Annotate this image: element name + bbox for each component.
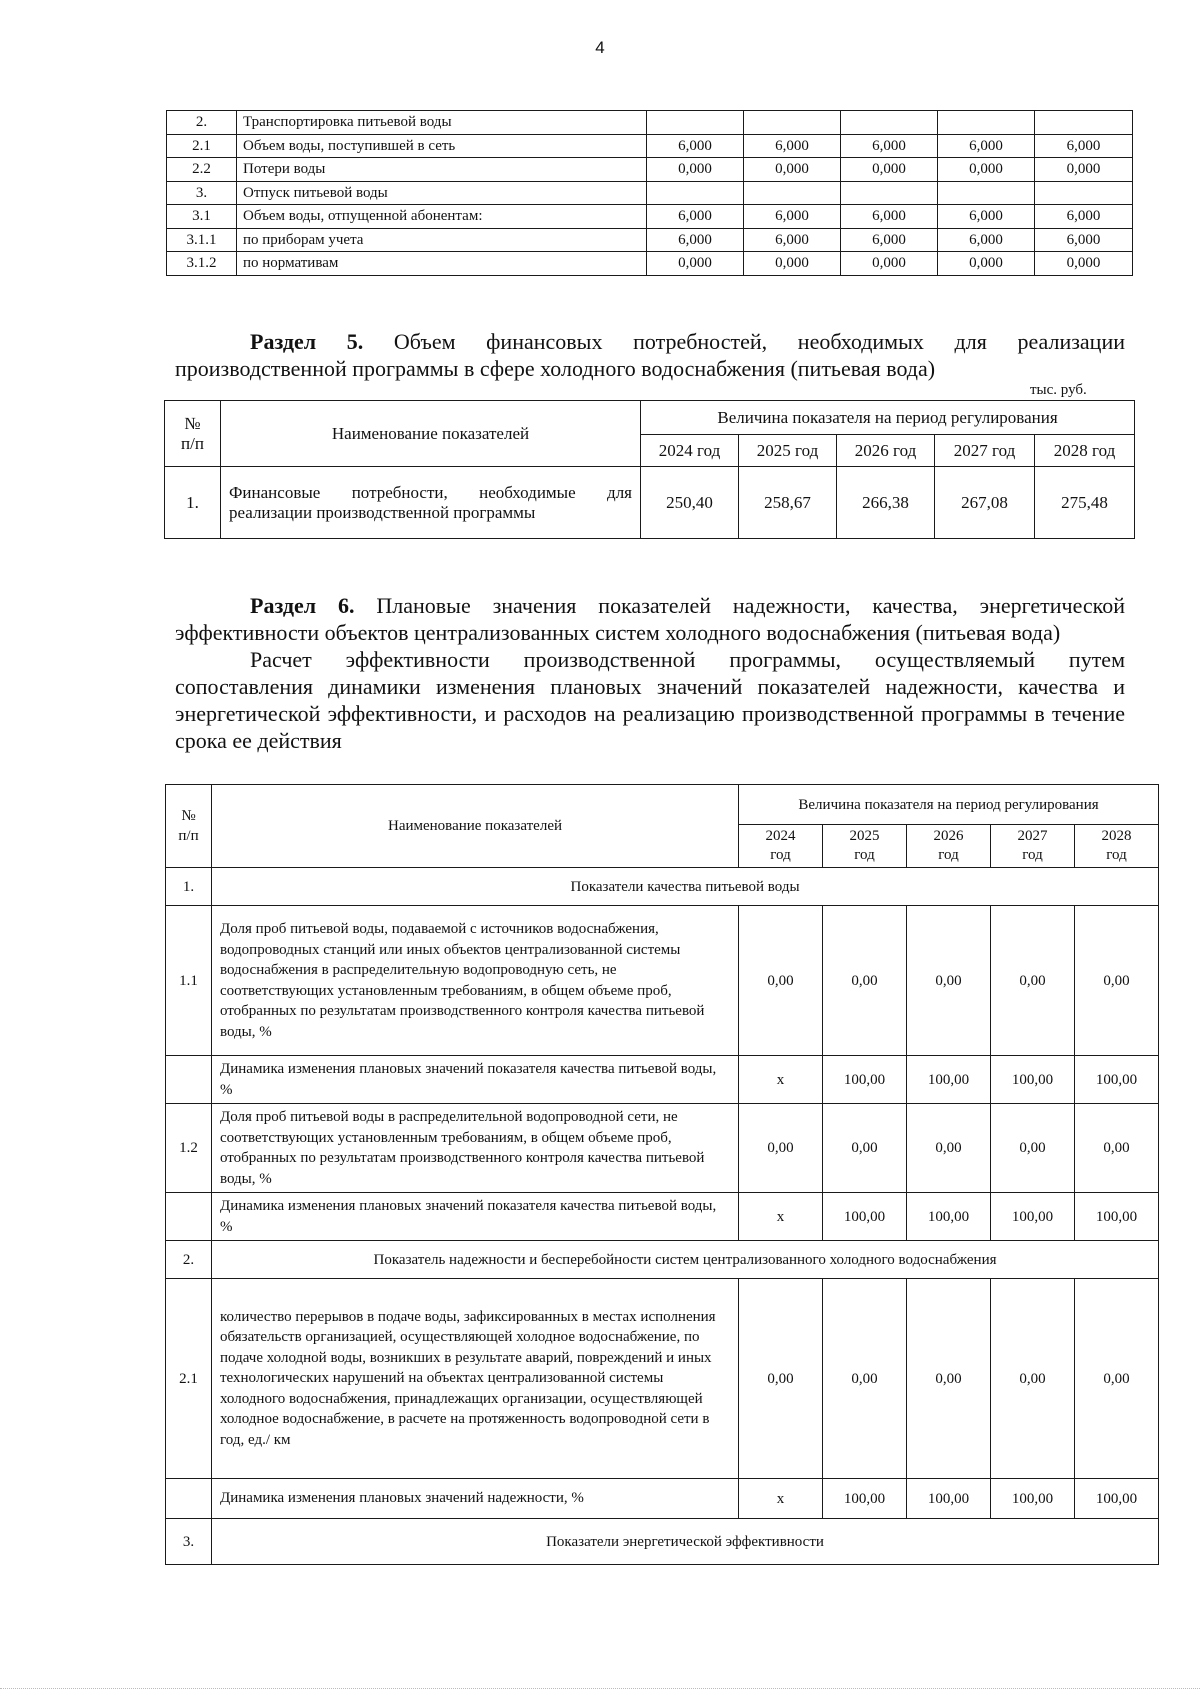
value-cell: 100,00 [907, 1056, 991, 1104]
value-cell [647, 181, 744, 205]
section-6-label: Раздел 6. [250, 593, 355, 618]
value-cell: 0,00 [739, 906, 823, 1056]
period-header: Величина показателя на период регулирования [739, 785, 1159, 825]
value-cell [841, 111, 938, 135]
year-header: 2027 год [991, 825, 1075, 868]
value-cell: 0,00 [1075, 1104, 1159, 1193]
row-number: 3.1.1 [167, 228, 237, 252]
value-cell: 6,000 [1035, 134, 1133, 158]
year-header: 2027 год [935, 435, 1035, 467]
value-cell: 100,00 [991, 1193, 1075, 1241]
section-5-title-line1: Объем финансовых потребностей, необходимых для реализации [393, 329, 1125, 354]
value-cell: 0,00 [991, 1104, 1075, 1193]
year-header: 2024 год [739, 825, 823, 868]
value-cell [744, 181, 841, 205]
value-cell: 0,000 [647, 252, 744, 276]
indicators-table [165, 784, 1159, 1565]
value-cell [647, 111, 744, 135]
value-cell: 0,000 [938, 158, 1035, 182]
value-cell: 100,00 [823, 1193, 907, 1241]
row-number: 1.2 [166, 1104, 212, 1193]
num-header: № п/п [166, 785, 212, 868]
page-number: 4 [595, 38, 605, 57]
section-title: Показатель надежности и бесперебойности систем централизованного холодного водоснабжения [212, 1241, 1159, 1279]
section-title: Показатели энергетической эффективности [212, 1519, 1159, 1565]
value-cell: 100,00 [991, 1479, 1075, 1519]
value-cell [1035, 111, 1133, 135]
value-cell: 100,00 [991, 1056, 1075, 1104]
value-cell: 6,000 [1035, 228, 1133, 252]
units-label: тыс. руб. [1030, 382, 1087, 398]
value-cell: 0,000 [647, 158, 744, 182]
row-number [166, 1193, 212, 1241]
value-cell: 100,00 [1075, 1056, 1159, 1104]
indicator-label: по приборам учета [237, 228, 647, 252]
value-cell: 100,00 [823, 1056, 907, 1104]
indicator-label: Объем воды, поступившей в сеть [237, 134, 647, 158]
year-header: 2025 год [823, 825, 907, 868]
table-row [167, 134, 1133, 158]
indicator-label: Доля проб питьевой воды в распределительной водопроводной сети, не соответствующих установленным требованиям, в общем объеме проб, отобранных по результатам производственного контроля качества питьевой воды, % [212, 1104, 739, 1193]
value-cell: 6,000 [938, 228, 1035, 252]
value-cell: 100,00 [823, 1479, 907, 1519]
row-number: 2. [167, 111, 237, 135]
value-cell: 6,000 [744, 228, 841, 252]
year-header: 2025 год [739, 435, 837, 467]
value-cell: 0,000 [744, 158, 841, 182]
indicator-label: Динамика изменения плановых значений показателя качества питьевой воды, % [212, 1193, 739, 1241]
indicator-label: Динамика изменения плановых значений показателя качества питьевой воды, % [212, 1056, 739, 1104]
value-cell: 6,000 [841, 134, 938, 158]
row-number: 1.1 [166, 906, 212, 1056]
value-cell: 6,000 [841, 205, 938, 229]
value-cell: х [739, 1193, 823, 1241]
efficiency-calculation-text: Расчет эффективности производственной программы, осуществляемый путем сопоставления динамики изменения плановых значений показателей надежности, качества и энергетической эффективности, и расходов на реализацию производственной программы в течение срока ее действия [175, 647, 1125, 753]
table-row [167, 181, 1133, 205]
indicator-label: по нормативам [237, 252, 647, 276]
value-cell: 6,000 [938, 134, 1035, 158]
year-header: 2024 год [641, 435, 739, 467]
value-cell: 0,00 [823, 906, 907, 1056]
value-cell: 267,08 [935, 467, 1035, 539]
row-number: 2.2 [167, 158, 237, 182]
table-row [167, 111, 1133, 135]
section-6-heading [175, 592, 1125, 754]
section-5-heading [175, 328, 1125, 382]
value-cell: 275,48 [1035, 467, 1135, 539]
value-cell: 0,00 [907, 906, 991, 1056]
year-header: 2026 год [907, 825, 991, 868]
value-cell: 0,000 [1035, 252, 1133, 276]
value-cell [841, 181, 938, 205]
indicator-label: Динамика изменения плановых значений надежности, % [212, 1479, 739, 1519]
value-cell: 6,000 [647, 228, 744, 252]
row-number: 1. [165, 467, 221, 539]
value-cell: 0,000 [841, 158, 938, 182]
table-row [167, 158, 1133, 182]
value-cell: 0,000 [938, 252, 1035, 276]
period-header: Величина показателя на период регулирования [641, 401, 1135, 435]
value-cell: 6,000 [647, 205, 744, 229]
value-cell: 0,00 [823, 1104, 907, 1193]
value-cell: 6,000 [647, 134, 744, 158]
indicator-label: Отпуск питьевой воды [237, 181, 647, 205]
year-header: 2028 год [1035, 435, 1135, 467]
value-cell: х [739, 1056, 823, 1104]
table-row [167, 205, 1133, 229]
indicator-label: Транспортировка питьевой воды [237, 111, 647, 135]
value-cell: 6,000 [938, 205, 1035, 229]
value-cell: 250,40 [641, 467, 739, 539]
value-cell: 100,00 [1075, 1193, 1159, 1241]
section-number: 3. [166, 1519, 212, 1565]
value-cell: 266,38 [837, 467, 935, 539]
value-cell [744, 111, 841, 135]
indicator-label: Объем воды, отпущенной абонентам: [237, 205, 647, 229]
num-header: № п/п [165, 401, 221, 467]
value-cell: 6,000 [841, 228, 938, 252]
section-5-label: Раздел 5. [250, 329, 364, 354]
financial-needs-label: Финансовые потребности, необходимые для реализации производственной программы [221, 467, 641, 539]
name-header: Наименование показателей [212, 785, 739, 868]
row-number: 3.1 [167, 205, 237, 229]
water-balance-table [166, 110, 1133, 276]
value-cell: 0,00 [991, 906, 1075, 1056]
row-number: 2.1 [167, 134, 237, 158]
value-cell: 0,00 [907, 1104, 991, 1193]
value-cell: 100,00 [1075, 1479, 1159, 1519]
value-cell: 0,00 [1075, 1279, 1159, 1479]
row-number [166, 1479, 212, 1519]
value-cell: 0,000 [841, 252, 938, 276]
value-cell: 0,00 [1075, 906, 1159, 1056]
row-number [166, 1056, 212, 1104]
value-cell: 0,00 [739, 1279, 823, 1479]
row-number: 2.1 [166, 1279, 212, 1479]
value-cell: 6,000 [1035, 205, 1133, 229]
value-cell: 6,000 [744, 134, 841, 158]
value-cell [1035, 181, 1133, 205]
section-6-title: Плановые значения показателей надежности, качества, энергетической эффективности объектов централизованных систем холодного водоснабжения (питьевая вода) [175, 593, 1125, 645]
section-number: 2. [166, 1241, 212, 1279]
value-cell: 0,00 [739, 1104, 823, 1193]
year-header: 2028 год [1075, 825, 1159, 868]
value-cell: 100,00 [907, 1479, 991, 1519]
value-cell: 0,000 [744, 252, 841, 276]
indicator-label: Потери воды [237, 158, 647, 182]
year-header: 2026 год [837, 435, 935, 467]
row-number: 3.1.2 [167, 252, 237, 276]
section-5-title-line2: производственной программы в сфере холодного водоснабжения (питьевая вода) [175, 356, 936, 381]
section-number: 1. [166, 868, 212, 906]
table-row [167, 228, 1133, 252]
row-number: 3. [167, 181, 237, 205]
value-cell: 0,00 [991, 1279, 1075, 1479]
value-cell [938, 111, 1035, 135]
value-cell: 0,000 [1035, 158, 1133, 182]
value-cell [938, 181, 1035, 205]
value-cell: 6,000 [744, 205, 841, 229]
value-cell: х [739, 1479, 823, 1519]
scan-edge-divider [0, 1688, 1200, 1689]
indicator-label: Доля проб питьевой воды, подаваемой с источников водоснабжения, водопроводных станций или иных объектов централизованной системы водоснабжения в распределительную водопроводную сеть, не соответствующих установленным требованиям, в общем объеме проб, отобранных по результатам производственного контроля качества питьевой воды, % [212, 906, 739, 1056]
value-cell: 258,67 [739, 467, 837, 539]
section-title: Показатели качества питьевой воды [212, 868, 1159, 906]
value-cell: 100,00 [907, 1193, 991, 1241]
value-cell: 0,00 [823, 1279, 907, 1479]
value-cell: 0,00 [907, 1279, 991, 1479]
indicator-label: количество перерывов в подаче воды, зафиксированных в местах исполнения обязательств организацией, осуществляющей холодное водоснабжение, по подаче холодной воды, возникших в результате аварий, повреждений и иных технологических нарушений на объектах централизованной системы холодного водоснабжения, принадлежащих организации, осуществляющей холодное водоснабжение, в расчете на протяженность водопроводной сети в год, ед./ км [212, 1279, 739, 1479]
name-header: Наименование показателей [221, 401, 641, 467]
table-row [167, 252, 1133, 276]
financial-needs-table [164, 400, 1135, 539]
